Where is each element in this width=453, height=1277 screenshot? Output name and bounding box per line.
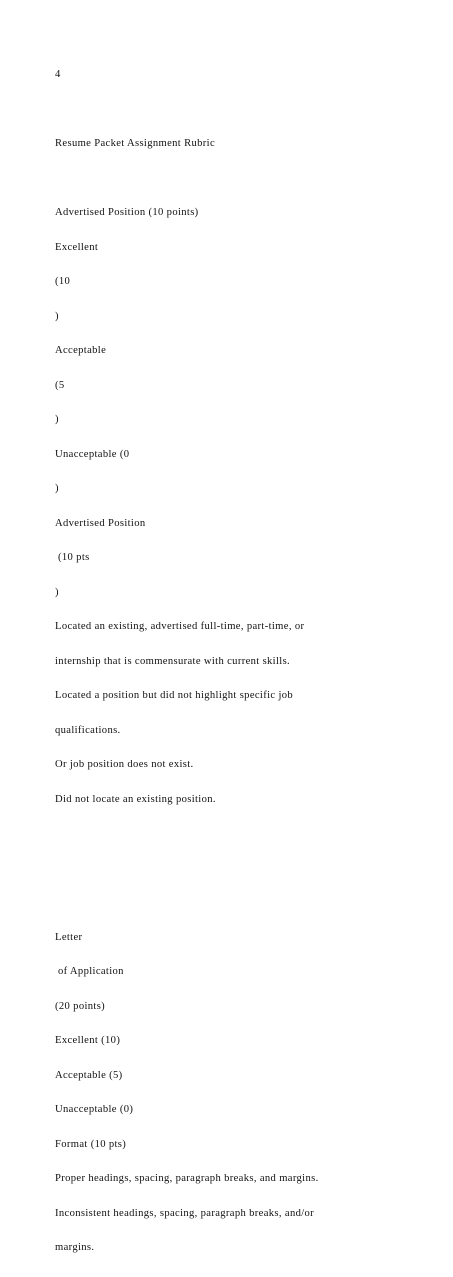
section2-line: Unacceptable (0)	[55, 1104, 134, 1115]
spacer	[55, 104, 445, 116]
section1-line: )	[55, 586, 59, 598]
document-text	[55, 46, 445, 1277]
page-number: 4	[55, 69, 61, 80]
section2-line: Format (10 pts)	[55, 1138, 127, 1150]
section1-line: Excellent	[55, 241, 99, 253]
section2-line: Inconsistent headings, spacing, paragraph breaks, and/or	[55, 1207, 315, 1219]
section1-line: Acceptable	[55, 345, 107, 356]
spacer	[55, 863, 445, 875]
section1-line: Unacceptable (0	[55, 448, 130, 460]
spacer	[55, 897, 445, 909]
section2-line: Proper headings, spacing, paragraph breaks, and margins.	[55, 1173, 319, 1184]
section1-line: internship that is commensurate with current skills.	[55, 655, 291, 667]
spacer	[55, 173, 445, 185]
section1-line: )	[55, 414, 59, 425]
document-title: Resume Packet Assignment Rubric	[55, 138, 216, 149]
section1-line: (10	[55, 276, 71, 287]
section2-line: (20 points)	[55, 1000, 106, 1012]
section2-line: Excellent (10)	[55, 1035, 121, 1046]
section2-line: margins.	[55, 1242, 95, 1253]
section2-line: Acceptable (5)	[55, 1069, 123, 1081]
spacer	[55, 828, 445, 840]
section1-line: Advertised Position	[55, 517, 146, 529]
section1-line: (10 pts	[55, 552, 90, 563]
section1-line: )	[55, 483, 59, 494]
section1-line: (5	[55, 379, 65, 391]
section1-line: )	[55, 310, 59, 322]
section-heading-advertised-position: Advertised Position (10 points)	[55, 207, 199, 218]
section2-line: Letter	[55, 931, 83, 943]
section1-line: Did not locate an existing position.	[55, 793, 216, 805]
section2-line: of Application	[55, 966, 124, 977]
section1-line: Located an existing, advertised full-time, part-time, or	[55, 621, 305, 632]
section1-line: qualifications.	[55, 724, 121, 736]
section1-line: Located a position but did not highlight specific job	[55, 690, 294, 701]
section1-line: Or job position does not exist.	[55, 759, 194, 770]
